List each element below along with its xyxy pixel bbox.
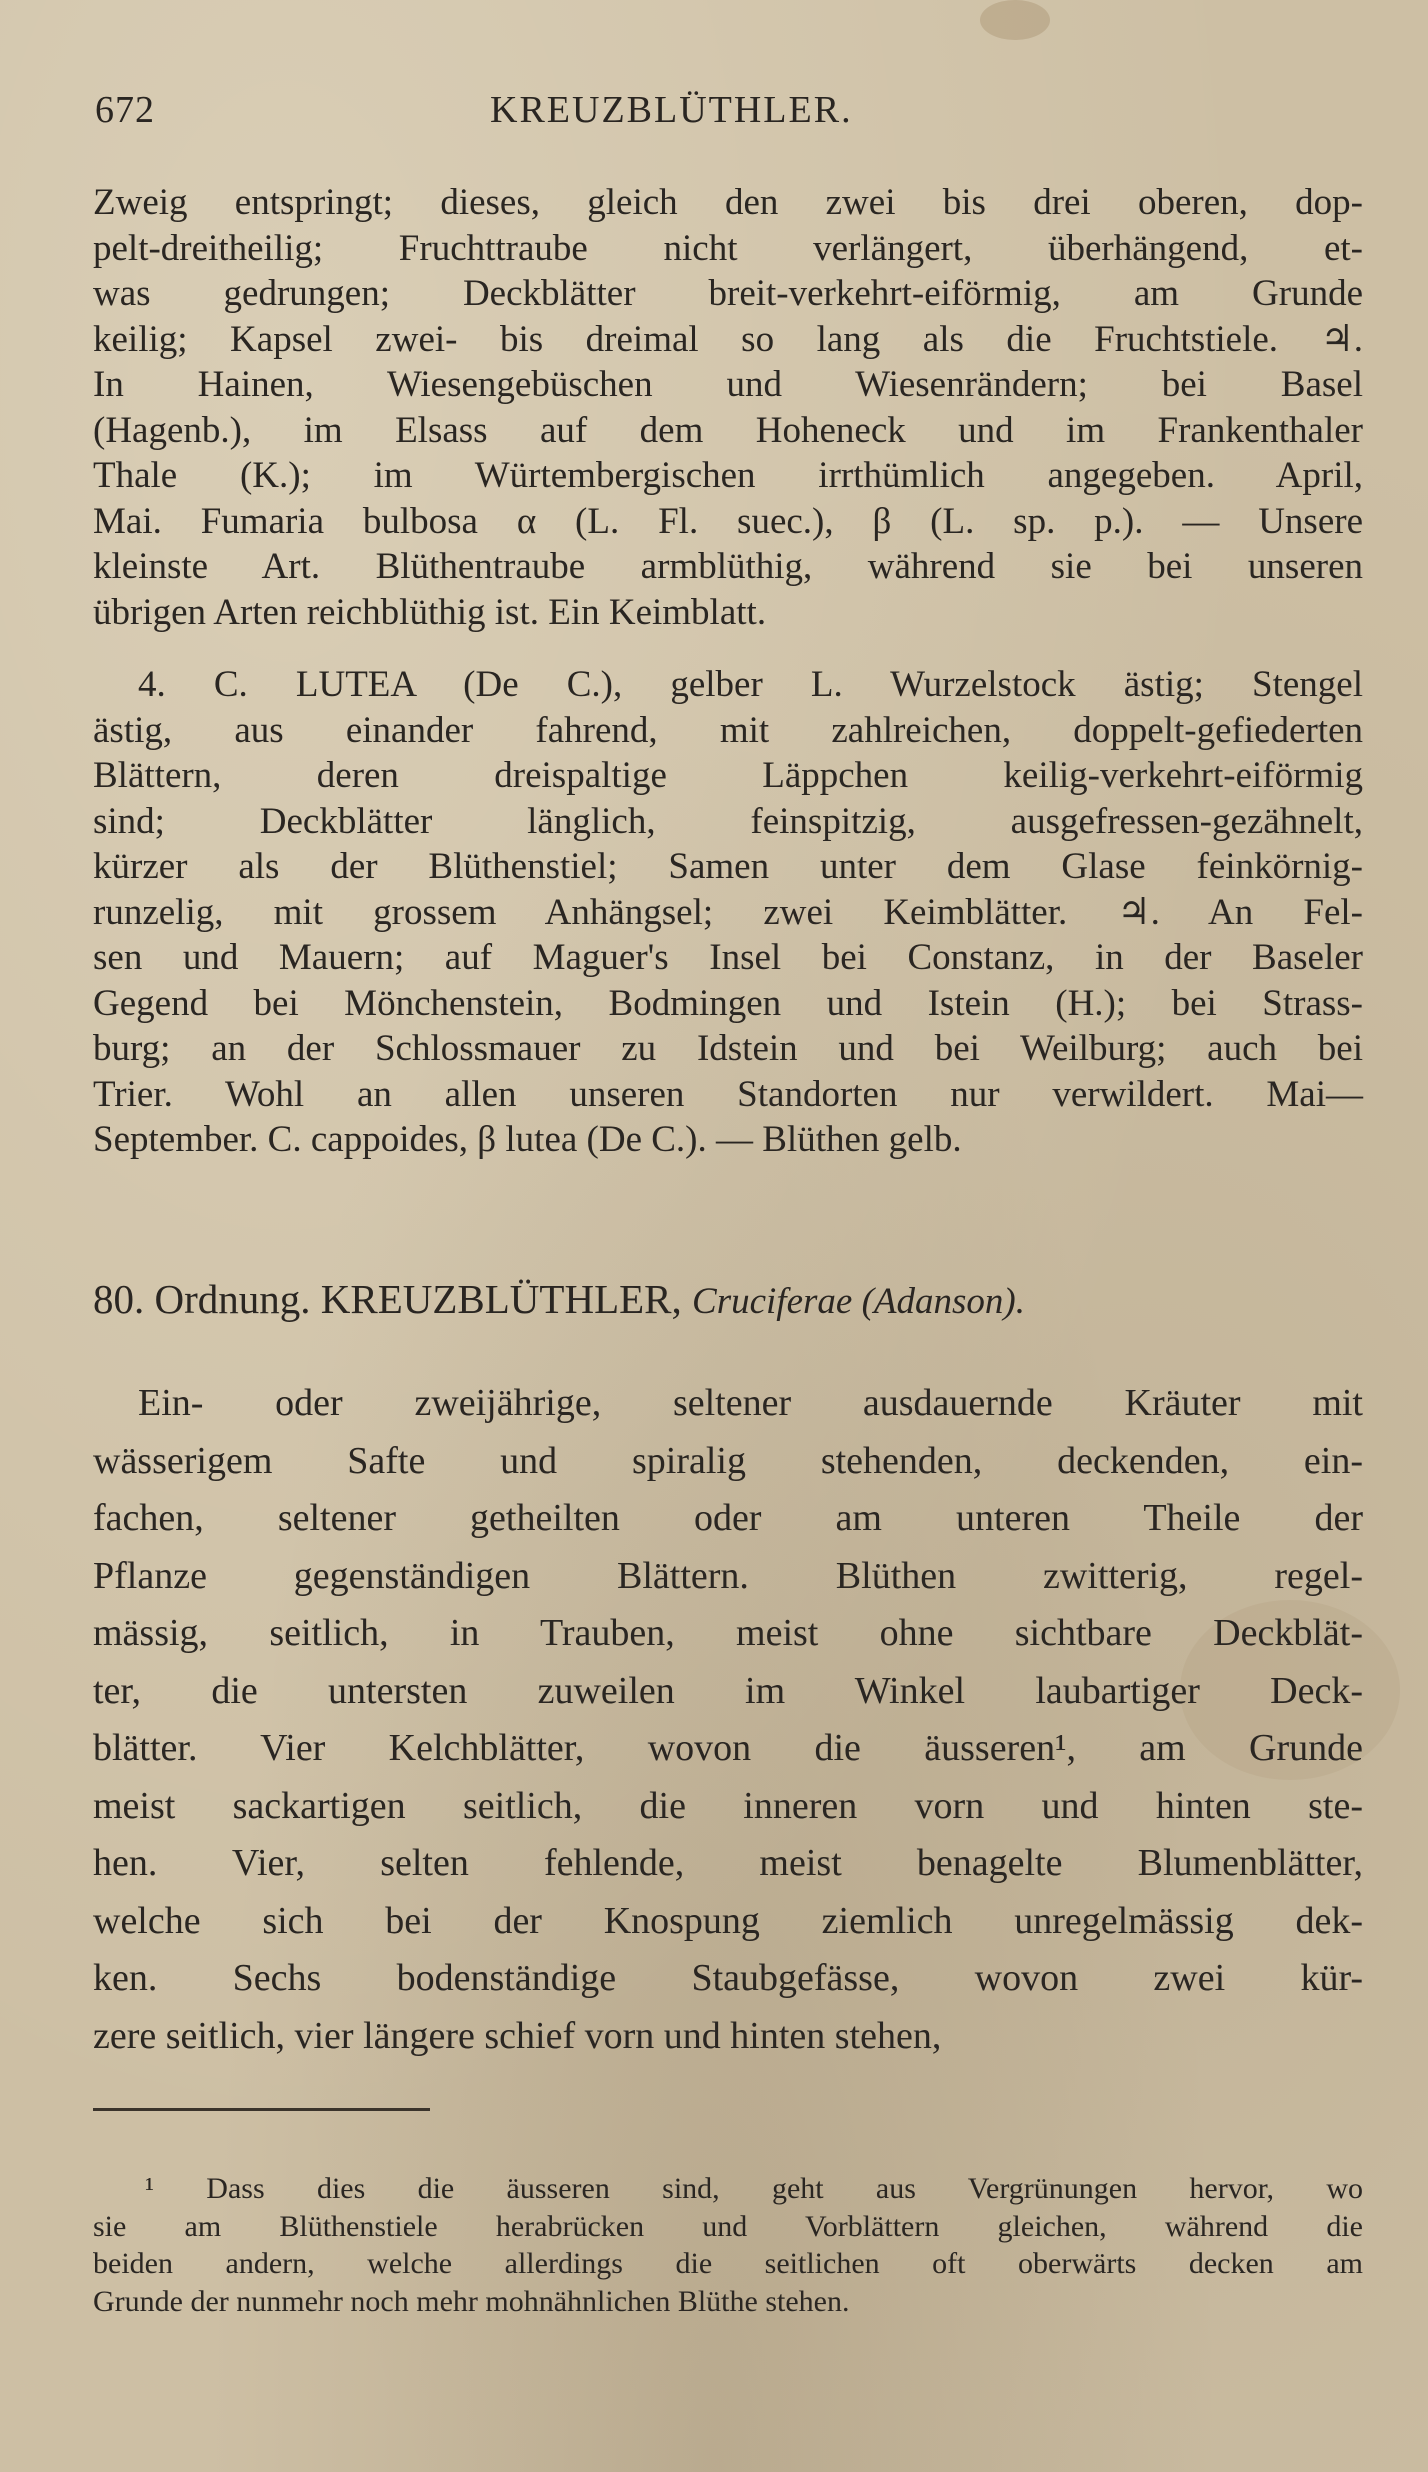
footnote-line: ¹ Dass dies die äusseren sind, geht aus Vergrünungen hervor, wo (145, 2172, 1363, 2205)
text-line: burg; an der Schlossmauer zu Idstein und bei Weilburg; auch bei (93, 1028, 1363, 1069)
text-line: Zweig entspringt; dieses, gleich den zwei bis drei oberen, dop- (93, 182, 1363, 223)
text-line: Mai. Fumaria bulbosa α (L. Fl. suec.), β (L. sp. p.). — Unsere (93, 500, 1363, 542)
order-description (93, 1375, 1363, 2065)
text-line: zere seitlich, vier längere schief vorn und hinten stehen, (93, 2014, 942, 2057)
text-line: In Hainen, Wiesengebüschen und Wiesenrändern; bei Basel (93, 364, 1363, 405)
text-line: Ein- oder zweijährige, seltener ausdauernde Kräuter mit (138, 1382, 1363, 1424)
footnote-line: beiden andern, welche allerdings die seitlichen oft oberwärts decken am (93, 2247, 1363, 2280)
text-line: Blättern, deren dreispaltige Läppchen keilig-verkehrt-eiförmig (93, 755, 1363, 796)
text-line: meist sackartigen seitlich, die inneren vorn und hinten ste- (93, 1784, 1363, 1827)
order-heading (93, 1275, 1363, 1323)
text-line: kleinste Art. Blüthentraube armblüthig, während sie bei unseren (93, 546, 1363, 587)
running-title: KREUZBLÜTHLER. (490, 89, 853, 131)
order-heading-prefix: 80. Ordnung. KREUZBLÜTHLER, (93, 1276, 682, 1322)
paragraph-continuation (93, 180, 1363, 635)
text-line: ken. Sechs bodenständige Staubgefässe, wovon zwei kür- (93, 1957, 1363, 1999)
text-line: wässerigem Safte und spiralig stehenden, deckenden, ein- (93, 1439, 1363, 1482)
text-line: fachen, seltener getheilten oder am unteren Theile der (93, 1497, 1363, 1539)
page-number: 672 (95, 89, 155, 131)
text-line: runzelig, mit grossem Anhängsel; zwei Keimblätter. ♃. An Fel- (93, 891, 1363, 933)
text-line: Trier. Wohl an allen unseren Standorten nur verwildert. Mai— (93, 1073, 1363, 1115)
text-line: was gedrungen; Deckblätter breit-verkehrt-eiförmig, am Grunde (93, 273, 1363, 314)
paper-stain (980, 0, 1050, 40)
footnote-line: sie am Blüthenstiele herabrücken und Vorblättern gleichen, während die (93, 2209, 1363, 2243)
footnote (93, 2170, 1363, 2320)
text-line: (Hagenb.), im Elsass auf dem Hoheneck und im Frankenthaler (93, 409, 1363, 451)
order-heading-latin: Cruciferae (Adanson). (692, 1281, 1025, 1322)
text-line: 4. C. LUTEA (De C.), gelber L. Wurzelstock ästig; Stengel (138, 664, 1363, 705)
text-line: Gegend bei Mönchenstein, Bodmingen und Istein (H.); bei Strass- (93, 982, 1363, 1024)
text-line: Pflanze gegenständigen Blättern. Blüthen zwitterig, regel- (93, 1554, 1363, 1597)
page-header (95, 88, 1363, 140)
text-line: welche sich bei der Knospung ziemlich unregelmässig dek- (93, 1899, 1363, 1942)
text-line: ästig, aus einander fahrend, mit zahlreichen, doppelt-gefiederten (93, 709, 1363, 751)
text-line: hen. Vier, selten fehlende, meist benagelte Blumenblätter, (93, 1842, 1363, 1884)
text-line: mässig, seitlich, in Trauben, meist ohne sichtbare Deckblät- (93, 1612, 1363, 1654)
footnote-divider (93, 2108, 430, 2111)
text-line: keilig; Kapsel zwei- bis dreimal so lang als die Fruchtstiele. ♃. (93, 318, 1363, 360)
text-line: pelt-dreitheilig; Fruchttraube nicht verlängert, überhängend, et- (93, 227, 1363, 269)
text-line: Thale (K.); im Würtembergischen irrthümlich angegeben. April, (93, 455, 1363, 496)
text-line: sen und Mauern; auf Maguer's Insel bei Constanz, in der Baseler (93, 937, 1363, 978)
text-line: sind; Deckblätter länglich, feinspitzig, ausgefressen-gezähnelt, (93, 800, 1363, 842)
text-line: übrigen Arten reichblüthig ist. Ein Keimblatt. (93, 591, 767, 633)
footnote-line: Grunde der nunmehr noch mehr mohnähnlichen Blüthe stehen. (93, 2284, 850, 2318)
text-line: kürzer als der Blüthenstiel; Samen unter dem Glase feinkörnig- (93, 846, 1363, 887)
text-line: blätter. Vier Kelchblätter, wovon die äusseren¹, am Grunde (93, 1727, 1363, 1769)
species-entry-lutea (93, 662, 1363, 1163)
text-line: September. C. cappoides, β lutea (De C.). — Blüthen gelb. (93, 1119, 962, 1160)
text-line: ter, die untersten zuweilen im Winkel laubartiger Deck- (93, 1669, 1363, 1712)
